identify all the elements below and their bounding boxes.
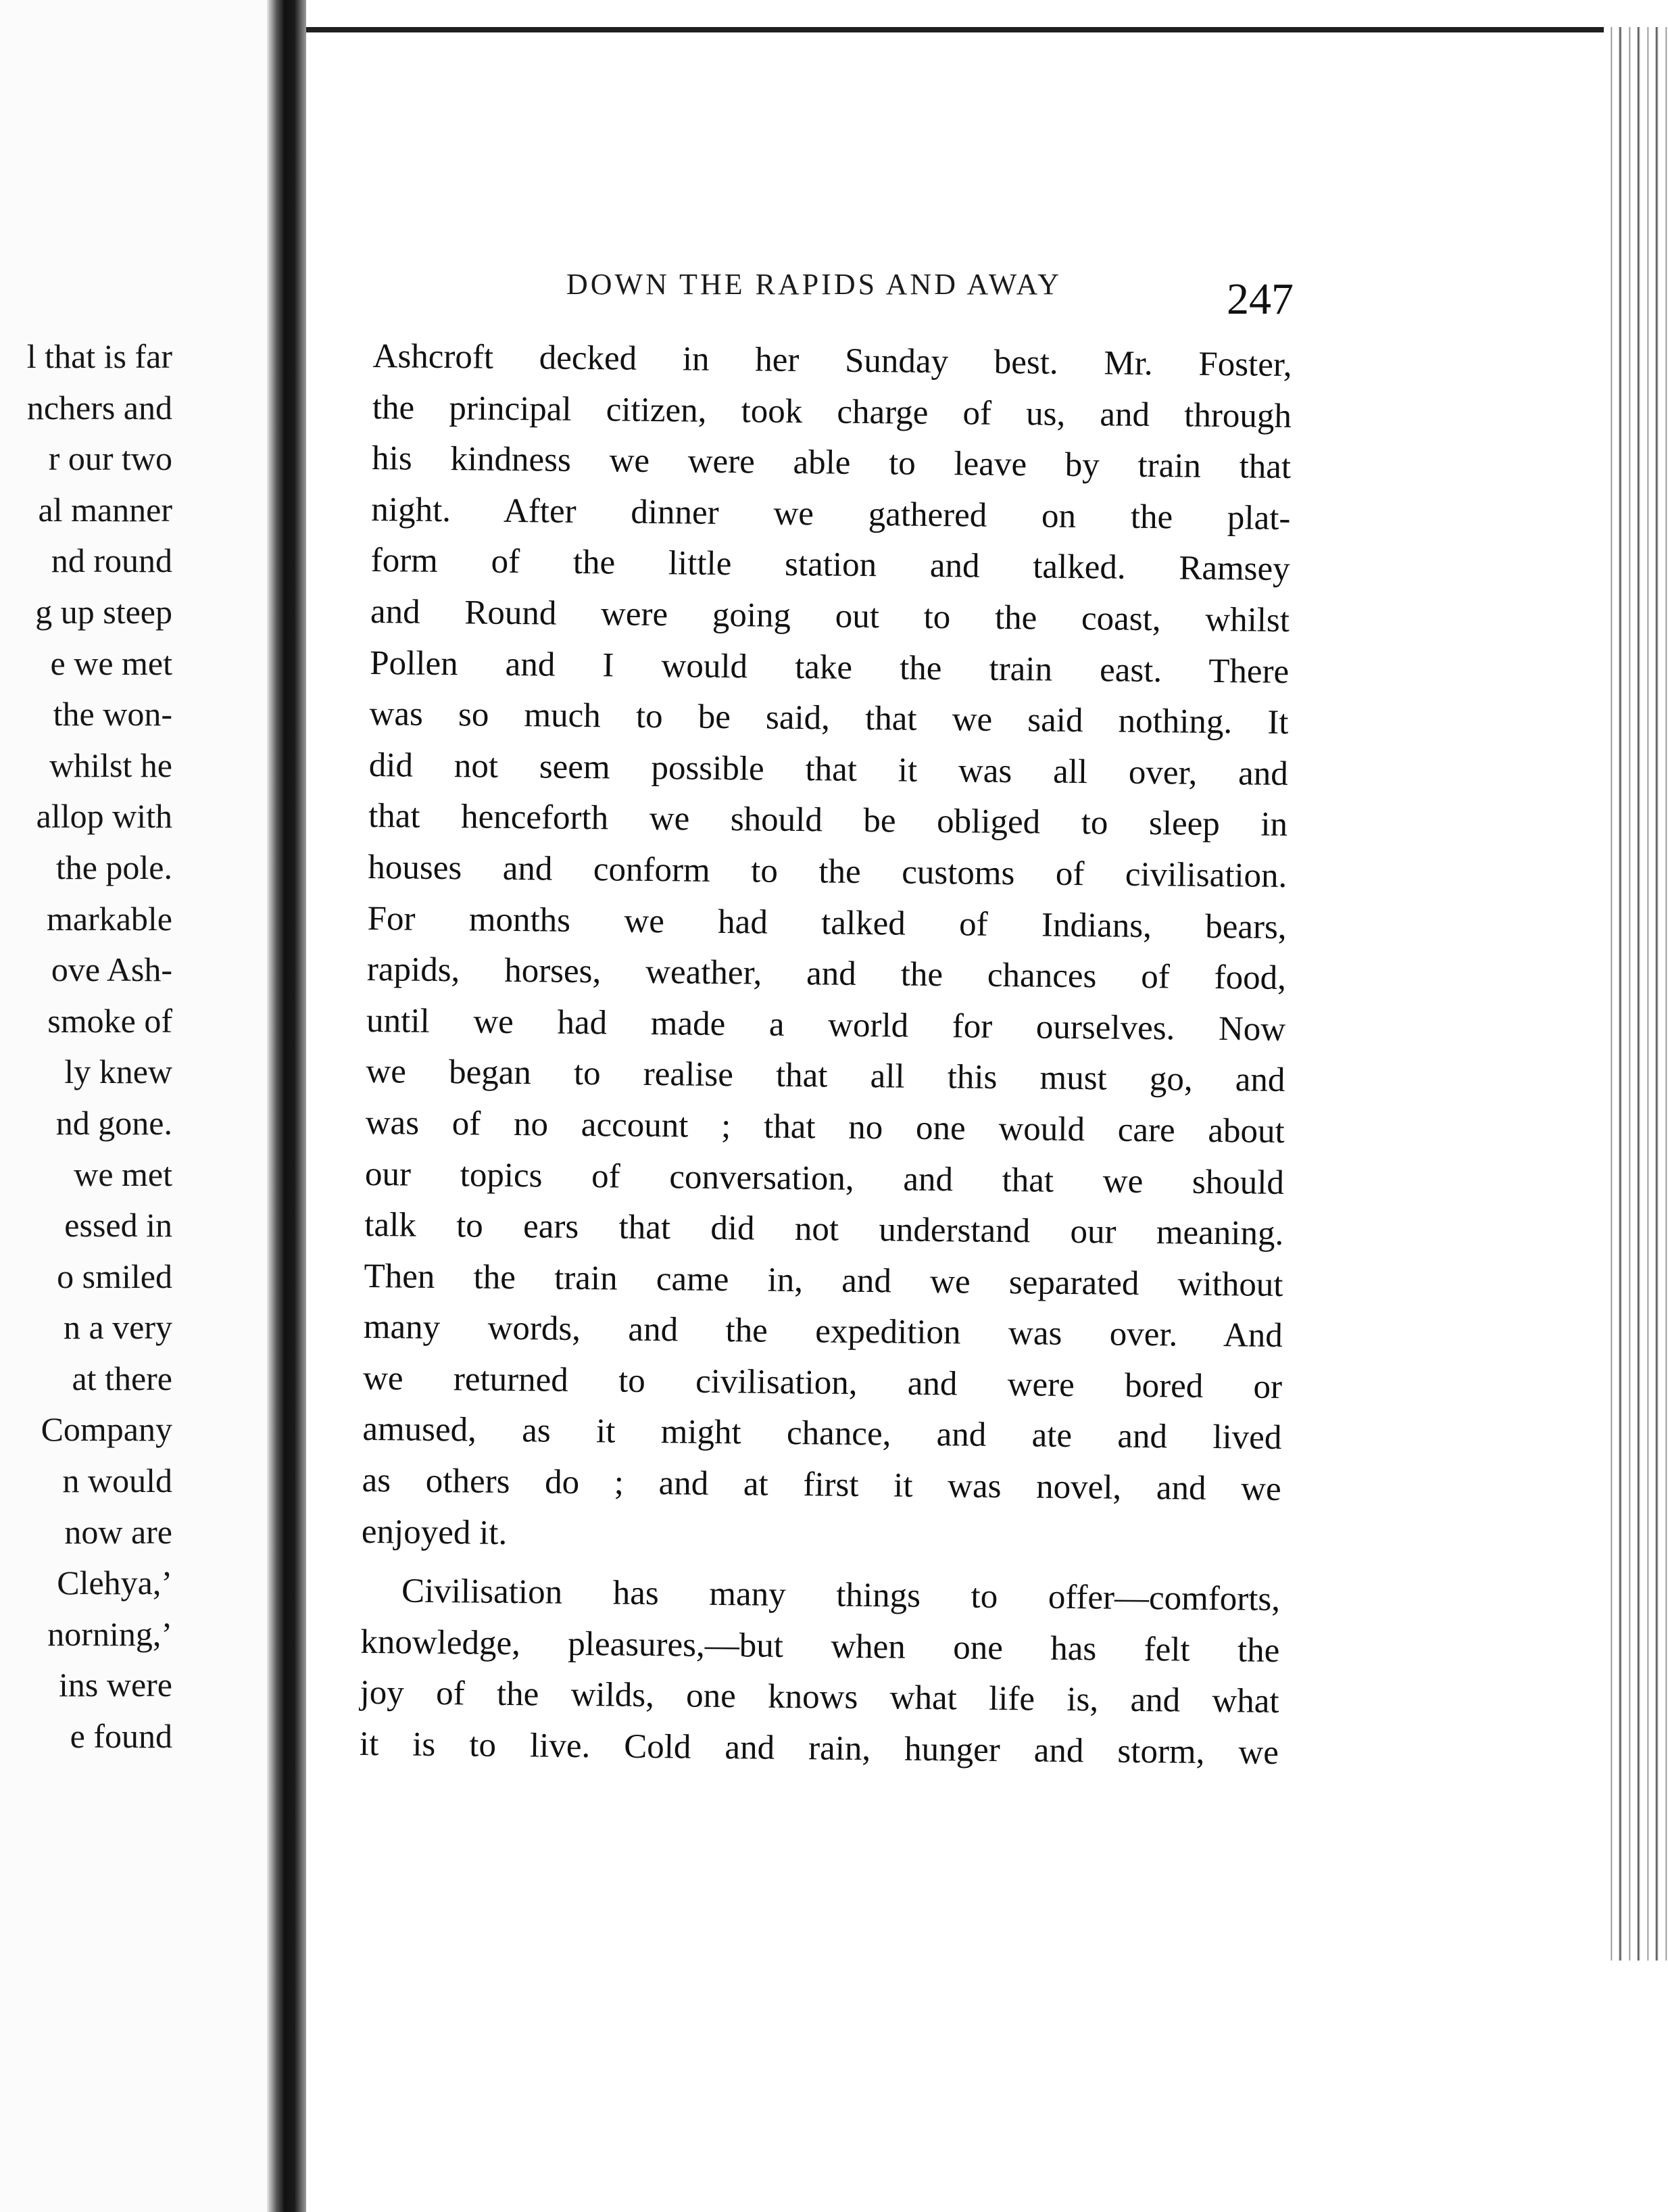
text-line: did not seem possible that it was all over, and: [368, 746, 1289, 793]
text-line: night. After dinner we gathered on the plat-: [371, 490, 1291, 537]
previous-page-line: r our two: [48, 439, 172, 478]
previous-page-line: nd gone.: [55, 1103, 172, 1142]
text-line: knowledge, pleasures,—but when one has felt the: [360, 1622, 1280, 1670]
previous-page-line: now are: [64, 1512, 172, 1551]
previous-page-line: nchers and: [26, 388, 172, 427]
text-line: his kindness we were able to leave by train that: [371, 439, 1292, 487]
paragraph-2: [360, 1566, 1281, 1779]
previous-page-line: e we met: [50, 644, 172, 682]
page-edges: [1604, 27, 1668, 2212]
text-line: Ashcroft decked in her Sunday best. Mr. Foster,: [372, 337, 1292, 385]
text-line: we began to realise that all this must go, and: [366, 1053, 1285, 1100]
previous-page-line: ove Ash-: [51, 951, 172, 989]
paragraph-1: [362, 331, 1292, 1566]
previous-page-line: al manner: [38, 490, 172, 529]
page-number: 247: [1227, 274, 1294, 324]
previous-page-line: the pole.: [55, 848, 172, 886]
text-line: enjoyed it.: [361, 1512, 508, 1552]
text-line: joy of the wilds, one knows what life is, and what: [360, 1674, 1279, 1721]
running-head: DOWN THE RAPIDS AND AWAY: [566, 268, 1062, 301]
page-edge-corner: [1604, 1961, 1668, 2212]
text-line: Pollen and I would take the train east. There: [370, 644, 1290, 691]
previous-page-line: markable: [46, 899, 172, 938]
previous-page-line: allop with: [36, 797, 172, 836]
previous-page-line: nd round: [51, 542, 172, 580]
previous-page-line: smoke of: [47, 1001, 172, 1040]
text-line: houses and conform to the customs of civilisation.: [368, 848, 1287, 895]
previous-page-line: Company: [41, 1410, 172, 1449]
previous-page-text: [0, 331, 172, 1762]
previous-page-line: at there: [72, 1359, 172, 1397]
text-line: talk to ears that did not understand our meaning.: [364, 1206, 1284, 1253]
previous-page: [0, 0, 267, 2212]
text-line: as others do ; and at first it was novel, and we: [362, 1461, 1281, 1509]
text-line: our topics of conversation, and that we should: [364, 1155, 1285, 1202]
text-line: rapids, horses, weather, and the chances of food,: [366, 951, 1287, 998]
previous-page-line: norning,’: [47, 1614, 172, 1653]
book-spine-gutter: [267, 0, 306, 2212]
text-line: the principal citizen, took charge of us, and through: [372, 388, 1292, 435]
text-line: it is to live. Cold and rain, hunger and storm, we: [359, 1725, 1279, 1772]
text-line: we returned to civilisation, and were bored or: [362, 1359, 1283, 1406]
previous-page-line: we met: [74, 1155, 172, 1193]
previous-page-line: e found: [70, 1717, 172, 1756]
previous-page-line: l that is far: [26, 337, 172, 375]
text-line: and Round were going out to the coast, whilst: [370, 592, 1290, 640]
previous-page-line: ly knew: [64, 1053, 172, 1091]
text-line: amused, as it might chance, and ate and lived: [362, 1410, 1282, 1458]
previous-page-line: Clehya,’: [57, 1564, 172, 1602]
text-line: Then the train came in, and we separated without: [364, 1257, 1283, 1304]
text-line: form of the little station and talked. Ramsey: [370, 542, 1290, 589]
previous-page-line: essed in: [64, 1206, 172, 1245]
text-line: Civilisation has many things to offer—comforts,: [401, 1572, 1281, 1619]
previous-page-line: n would: [62, 1462, 172, 1500]
previous-page-line: g up steep: [35, 592, 172, 631]
text-line: many words, and the expedition was over. And: [363, 1308, 1283, 1355]
body-text: [360, 331, 1292, 1779]
text-line: that henceforth we should be obliged to sleep in: [368, 797, 1288, 844]
previous-page-line: n a very: [63, 1308, 172, 1347]
text-line: was so much to be said, that we said nothing. It: [369, 695, 1289, 742]
previous-page-line: o smiled: [57, 1257, 172, 1295]
previous-page-line: ins were: [59, 1666, 172, 1704]
text-line: until we had made a world for ourselves. Now: [366, 1001, 1286, 1049]
previous-page-line: the won-: [53, 695, 172, 734]
text-line: For months we had talked of Indians, bears,: [367, 899, 1287, 946]
text-line: was of no account ; that no one would care about: [365, 1103, 1285, 1151]
previous-page-line: whilst he: [49, 746, 172, 784]
